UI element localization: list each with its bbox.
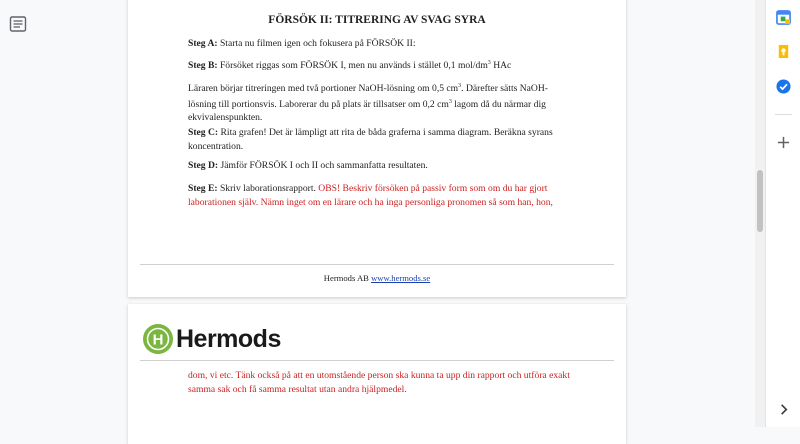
page-footer [128, 273, 626, 283]
footer-company: Hermods AB [323, 273, 372, 283]
section-heading: FÖRSÖK II: TITRERING AV SVAG SYRA [268, 14, 486, 26]
step-a-paragraph [188, 37, 573, 51]
step-b-sup: 3 [487, 60, 491, 66]
tasks-icon[interactable] [776, 79, 791, 94]
step-e-text: Skriv laborationsrapport. [217, 183, 319, 194]
step-b-details-2: . Därefter sätts NaOH-lösning till portionsvis. Laborerar du på plats är tillsatser om 0,2 cm [188, 83, 548, 110]
logo-letter: H [152, 331, 164, 349]
step-b-details-sup1: 3 [458, 83, 462, 89]
side-panel-divider [775, 114, 792, 115]
keep-icon[interactable] [776, 44, 791, 59]
hermods-logo-mark [142, 323, 174, 355]
continued-warning-text: dom, vi etc. Tänk också på att en utomstående person ska kunna ta upp din rapport och utföra exakt samma sak och få samma resultat utan andra hjälpmedel. [188, 370, 570, 395]
step-d-text: Jämför FÖRSÖK I och II och sammanfatta resultaten. [218, 160, 428, 171]
step-b-details-3: lagom då du närmar dig ekvivalenspunkten. [188, 98, 546, 124]
step-b-label: Steg B: [188, 60, 218, 72]
step-c-text: Rita grafen! Det är lämpligt att rita de båda graferna i samma diagram. Beräkna syrans koncentration. [188, 127, 553, 152]
step-e-label: Steg E: [188, 183, 218, 194]
calendar-icon[interactable] [776, 10, 791, 25]
document-outline-icon[interactable] [9, 15, 27, 33]
step-c-label: Steg C: [188, 127, 219, 138]
step-e-warning-text: OBS! Beskriv försöken på passiv form som om du har gjort laborationen själv. Nämn inget om en lärare och ha inga personliga pronomen så som han, hon, [188, 183, 553, 208]
step-d-label: Steg D: [188, 160, 219, 171]
hermods-logo [142, 322, 281, 356]
header-divider [140, 360, 614, 361]
step-b-details-paragraph [188, 80, 573, 125]
step-b-text-after: HAc [490, 60, 512, 72]
step-c-paragraph [188, 126, 573, 153]
document-page-2[interactable] [128, 304, 626, 444]
logo-text: Hermods [176, 324, 281, 353]
step-b-details-1: Läraren börjar titreringen med två portioner NaOH-lösning om 0,5 cm [188, 83, 459, 95]
footer-link[interactable]: www.hermods.se [371, 273, 431, 283]
step-e-paragraph [188, 182, 573, 209]
step-b-details-sup2: 3 [448, 98, 452, 105]
document-page-1[interactable] [128, 0, 626, 297]
side-panel [765, 0, 800, 427]
step-b-paragraph [188, 57, 573, 73]
step-b-text: Försöket riggas som FÖRSÖK I, men nu används i stället 0,1 mol/dm [217, 60, 488, 72]
scrollbar-thumb[interactable] [757, 170, 763, 232]
left-rail [0, 0, 128, 427]
step-a-text: Starta nu filmen igen och fokusera på FÖRSÖK II: [217, 38, 416, 49]
expand-panel-icon[interactable] [776, 402, 791, 417]
step-a-label: Steg A: [188, 38, 218, 49]
footer-divider [140, 264, 614, 265]
document-canvas [128, 0, 626, 427]
step-d-paragraph [188, 159, 573, 173]
add-icon[interactable] [776, 135, 791, 150]
